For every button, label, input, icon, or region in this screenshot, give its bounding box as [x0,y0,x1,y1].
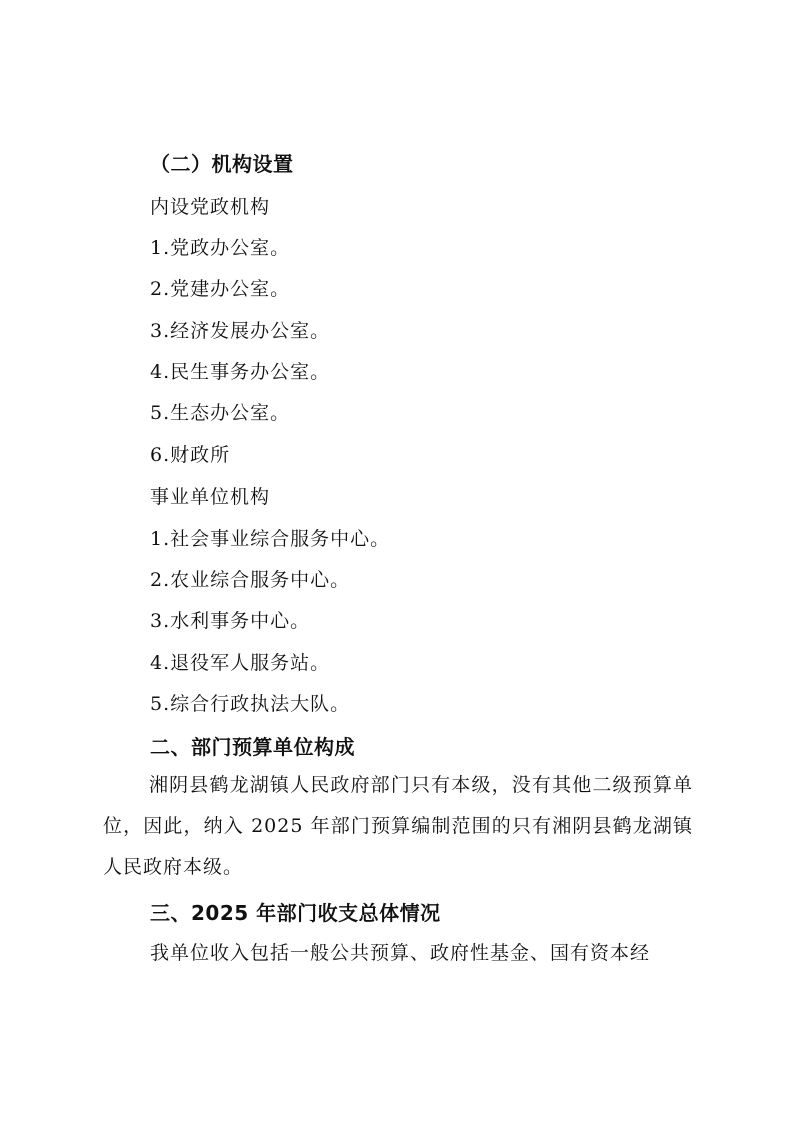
subheading-party-gov: 内设党政机构 [150,196,271,218]
list-item: 3.经济发展办公室。 [150,320,331,342]
list-item: 2.农业综合服务中心。 [150,569,351,591]
paragraph-overview: 我单位收入包括一般公共预算、政府性基金、国有资本经 [150,942,651,964]
list-item: 5.生态办公室。 [150,402,291,424]
list-item: 4.退役军人服务站。 [150,652,331,674]
section-heading-institutions: （二）机构设置 [150,152,294,176]
subheading-public-institutions: 事业单位机构 [150,486,271,508]
list-item: 4.民生事务办公室。 [150,361,331,383]
list-item: 1.社会事业综合服务中心。 [150,528,391,550]
list-item: 5.综合行政执法大队。 [150,693,351,715]
list-item: 2.党建办公室。 [150,278,291,300]
section-heading-budget-units: 二、部门预算单位构成 [150,735,355,759]
paragraph-budget-units: 湘阴县鹤龙湖镇人民政府部门只有本级，没有其他二级预算单位，因此，纳入 2025 年部门预算编制范围的只有湘阴县鹤龙湖镇人民政府本级。 [103,774,693,878]
section-heading-overview: 三、2025 年部门收支总体情况 [150,901,441,925]
list-item: 3.水利事务中心。 [150,610,311,632]
list-item: 6.财政所 [150,444,231,466]
list-item: 1.党政办公室。 [150,237,291,259]
